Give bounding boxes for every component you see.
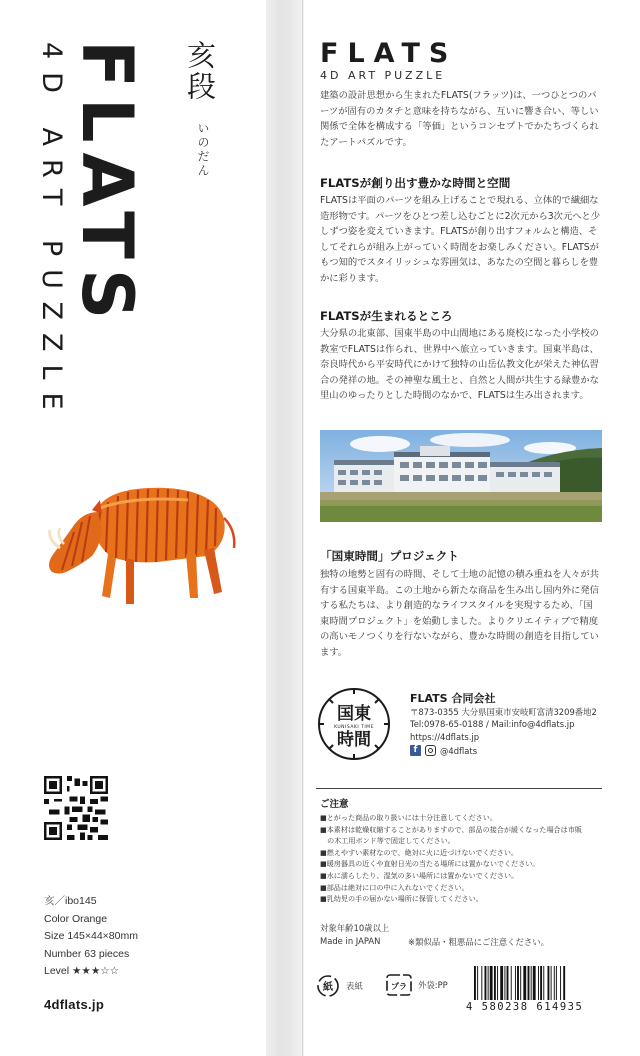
caution-list xyxy=(320,812,610,905)
product-name-kanji: 亥段 xyxy=(183,40,217,102)
paper-recycle-glyph: 紙 xyxy=(323,982,333,993)
right-panel xyxy=(304,0,640,1056)
spec-pieces: Number 63 pieces xyxy=(44,947,130,960)
barcode-bar xyxy=(500,966,503,1000)
barcode-bar xyxy=(533,966,536,1000)
vertical-title-flats xyxy=(66,40,148,400)
section-body-origin: 大分県の北東部、国東半島の中山間地にある廃校になった小学校の教室でFLATSは作られ、世界中へ旅立っていきます。国東半島は、奈良時代から平安時代にかけて独特の山岳仏教文化が栄えた神仏習合の発祥の地。その神聖な風土と、自然と人間が共生する緑豊かな里山のゆったりとした時間のなかで、FLATSは生み出されます。 xyxy=(320,328,599,402)
logo-subtitle: 4D ART PUZZLE xyxy=(320,69,446,82)
social-handle: @4dflats xyxy=(440,745,478,756)
barcode-bar xyxy=(554,966,555,1000)
left-panel xyxy=(0,0,266,1056)
barcode-bar xyxy=(560,966,561,1000)
plastic-recycle-glyph: プラ xyxy=(391,982,407,991)
school-building-photo xyxy=(320,430,602,522)
caution-item: ■部品は絶対に口の中に入れないでください。 xyxy=(320,882,469,892)
recycle-paper-label: 表紙 xyxy=(346,981,363,991)
mark-text-ring: KUNISAKI TIME xyxy=(334,725,374,730)
barcode-bar xyxy=(485,966,487,1000)
barcode-bar xyxy=(488,966,489,1000)
spec-color: Color Orange xyxy=(44,912,108,925)
barcode-bar xyxy=(504,966,505,1000)
spec-size: Size 145×44×80mm xyxy=(44,930,138,942)
fold-gutter xyxy=(266,0,304,1056)
barcode-bar xyxy=(497,966,498,1000)
recycle-paper xyxy=(316,974,363,998)
boar-head xyxy=(49,500,102,574)
barcode-bar xyxy=(481,966,482,1000)
barcode-bar xyxy=(538,966,539,1000)
kunisaki-time-mark xyxy=(316,686,392,762)
fold-line xyxy=(302,0,303,1056)
barcode-bar xyxy=(528,966,530,1000)
barcode-bar xyxy=(531,966,532,1000)
flats-logo: FLATS xyxy=(320,38,458,69)
barcode-bar xyxy=(477,966,478,1000)
caution-item: ■暖房器具の近くや直射日光の当たる場所には置かないでください。 xyxy=(320,859,540,869)
intro-text: 建築の設計思想から生まれたFLATS(フラッツ)は、一つひとつのパーツが固有のカタチと意味を持ちながら、互いに響き合い、等しい関係で全体を構成する「等価」というコンセプトでかたちづくられたアートパズルです。 xyxy=(320,90,599,148)
recycle-plastic xyxy=(386,974,448,996)
barcode-bar xyxy=(551,966,552,1000)
vertical-subtitle xyxy=(36,42,68,423)
caution-item: ■燃えやすい素材なので、絶対に火に近づけないでください。 xyxy=(320,847,519,857)
spec-level: Level ★★★☆☆ xyxy=(44,965,120,977)
mark-text-kunisaki: 国東 xyxy=(337,704,371,724)
section-body-time-space: FLATSは平面のパーツを組み上げることで現れる、立体的で繊細な造形物です。パーツをひとつ差し込むごとに2次元から3次元へと少しずつ姿を変えていきます。FLATSが創り出すフォルムと構造、そしてそれらが組み上がっていく時間をお楽しみください。FLATSがもつ知的でスタイリッシュな雰囲気は、あなたの空間と暮らしを豊かに彩ります。 xyxy=(320,195,601,284)
imitation-warning: ※類似品・粗悪品にご注意ください。 xyxy=(408,937,550,947)
company-contact[interactable]: Tel:0978-65-0188 / Mail:info@4dflats.jp xyxy=(410,719,575,729)
barcode-bar xyxy=(540,966,542,1000)
qr-code[interactable] xyxy=(44,776,108,840)
product-specs xyxy=(44,893,138,981)
mark-text-time: 時間 xyxy=(337,730,371,750)
paper-recycle-icon xyxy=(316,974,340,998)
barcode-bar xyxy=(507,966,509,1000)
barcode-bar xyxy=(563,966,565,1000)
barcode-number: 4 580238 614935 xyxy=(466,1001,584,1013)
social-accounts[interactable] xyxy=(410,745,477,756)
website-link[interactable]: 4dflats.jp xyxy=(44,997,105,1012)
barcode-bar xyxy=(515,966,516,1000)
spec-id: 亥／ibo145 xyxy=(44,895,97,907)
section-body-project: 独特の地勢と固有の時間、そして土地の記憶の積み重ねを人々が共有する国東半島。この土地から新たな商品を生み出し国内外に発信する私たちは、より創造的なライフスタイルを実現するため、「国東時間プロジェクト」を始動しました。よりクリエイティブで精度の高いモノつくりを行ないながら、豊かな時間の創造を目指しています。 xyxy=(320,569,599,658)
recycle-plastic-label: 外袋:PP xyxy=(418,980,448,990)
product-name-kana: いのだん xyxy=(196,122,210,178)
company-name: FLATS 合同会社 xyxy=(410,692,496,705)
barcode-bar xyxy=(474,966,476,1000)
barcode-bar xyxy=(556,966,557,1000)
barcode-bar xyxy=(520,966,521,1000)
barcode-bar xyxy=(511,966,512,1000)
company-address: 〒873-0355 大分県国東市安岐町富清3209番地2 xyxy=(410,707,597,717)
barcode-bar xyxy=(548,966,550,1000)
facebook-icon[interactable]: f xyxy=(410,745,421,756)
section-heading-origin: FLATSが生まれるところ xyxy=(320,309,453,323)
vertical-title-flats-text: FLATS xyxy=(66,40,148,330)
vertical-subtitle-text: 4D ART PUZZLE xyxy=(36,42,67,423)
company-url[interactable]: https://4dflats.jp xyxy=(410,732,480,742)
caution-item: ■本素材は乾燥収縮することがありますので、部品の接合が緩くなった場合は市販 xyxy=(320,824,582,834)
barcode-bar xyxy=(494,966,496,1000)
barcode-bar xyxy=(490,966,493,1000)
caution-item: ■乳幼児の手の届かない場所に保管してください。 xyxy=(320,894,483,904)
plastic-recycle-icon xyxy=(386,974,412,996)
caution-item: の木工用ボンド等で固定してください。 xyxy=(320,836,455,846)
instagram-icon[interactable] xyxy=(425,745,436,756)
made-in-label: Made in JAPAN xyxy=(320,936,381,946)
barcode-bar xyxy=(523,966,526,1000)
barcode-bar xyxy=(517,966,519,1000)
caution-item: ■とがった商品の取り扱いには十分注意してください。 xyxy=(320,813,497,822)
caution-heading: ご注意 xyxy=(320,799,349,810)
boar-puzzle-image xyxy=(38,478,248,628)
section-heading-time-space: FLATSが創り出す豊かな時間と空間 xyxy=(320,176,511,190)
barcode xyxy=(472,966,602,1000)
barcode-bar xyxy=(543,966,544,1000)
caution-item: ■水に濡らしたり、湿気の多い場所には置かないでください。 xyxy=(320,870,519,880)
target-age: 対象年齢10歳以上 xyxy=(320,923,390,933)
section-divider xyxy=(316,788,602,789)
section-heading-project: 「国東時間」プロジェクト xyxy=(320,549,459,563)
